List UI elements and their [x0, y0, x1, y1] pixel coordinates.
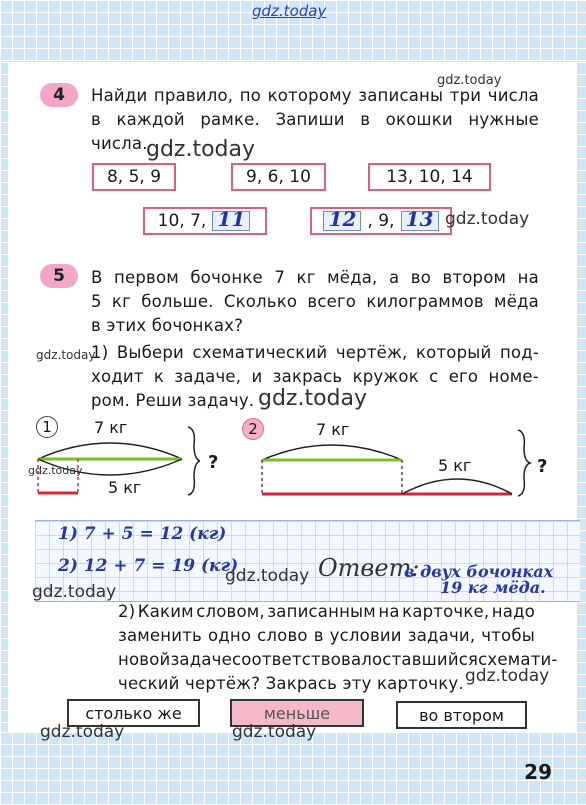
diagram1-radio[interactable]: 1 [36, 416, 58, 438]
task4-line-3: числа. [91, 134, 148, 153]
task5-text [91, 266, 539, 338]
part1-line-1: 1) Выбери схематический чертёж, который под- [91, 343, 539, 362]
diagram1-question: ? [208, 452, 219, 473]
part2-line-4: ческий чертёж? Закрась эту карточку. [118, 674, 464, 693]
page-number: 29 [524, 760, 552, 784]
number-box-5: 12 , 9, 13 [310, 207, 452, 235]
answer-slot[interactable]: 12 [323, 211, 361, 231]
card-vo-vtorom[interactable]: во втором [396, 701, 527, 729]
diagram1-top-label: 7 кг [94, 418, 128, 437]
watermark: gdz.today [465, 666, 550, 686]
diagram2-bottom-label: 5 кг [438, 456, 472, 475]
grid-frame-left [0, 62, 8, 732]
watermark: gdz.today [32, 582, 117, 602]
answer-line-1: в двух бочонках [404, 562, 554, 581]
task4-badge: 4 [40, 83, 78, 107]
watermark: gdz.today [40, 722, 125, 742]
task5-line-3: в этих бочонках? [91, 316, 244, 335]
answer-word: Ответ: [318, 554, 420, 582]
grid-frame-bottom [0, 732, 586, 805]
part2-line-1: 2) Каким словом, записанным на карточке, надо [118, 602, 535, 621]
watermark: gdz.today [146, 137, 256, 162]
task4-line-1: Найди правило, по которому записаны три числа [91, 86, 539, 105]
answer-line-2: 19 кг мёда. [440, 578, 546, 597]
watermark: gdz.today [258, 386, 368, 411]
diagram2-top-label: 7 кг [316, 420, 350, 439]
card-stolko-zhe[interactable]: столько же [67, 699, 200, 727]
number-box-3: 13, 10, 14 [368, 163, 491, 191]
answer-slot[interactable]: 13 [401, 211, 439, 231]
watermark: gdz.today [445, 209, 530, 229]
watermark: gdz.today [28, 464, 83, 477]
part1-line-3: ром. Реши задачу. [91, 391, 255, 410]
watermark-top: gdz.today [252, 2, 327, 20]
answer-slot[interactable]: 11 [212, 211, 250, 231]
number-box-1: 8, 5, 9 [92, 163, 176, 191]
watermark: gdz.today [232, 722, 317, 742]
diagram2-question: ? [537, 456, 548, 477]
task5-line-1: В первом бочонке 7 кг мёда, а во втором на [91, 268, 539, 287]
diagram1-bottom-label: 5 кг [108, 478, 142, 497]
diagram2-scheme [258, 428, 536, 504]
part2-line-2: заменить одно слово в условии задачи, чтобы [118, 626, 535, 645]
number-box-2: 9, 6, 10 [231, 163, 326, 191]
solution-line-1: 1) 7 + 5 = 12 (кг) [58, 524, 227, 544]
part1-line-2: ходит к задаче, и закрась кружок с его номе- [91, 367, 539, 386]
watermark: gdz.today [437, 73, 502, 88]
watermark: gdz.today [225, 566, 310, 586]
task4-line-2: в каждой рамке. Запиши в окошки нужные [91, 110, 539, 129]
card-menshe[interactable]: меньше [230, 699, 364, 727]
task5-line-2: 5 кг больше. Сколько всего килограммов мёда [91, 292, 539, 311]
part2-line-3: новой задаче соответствовал оставшийся схемати- [118, 650, 558, 669]
grid-frame-right [576, 62, 586, 732]
task5-badge: 5 [40, 264, 78, 288]
number-box-4: 10, 7, 11 [143, 207, 267, 235]
solution-line-2: 2) 12 + 7 = 19 (кг) [58, 556, 239, 576]
watermark: gdz.today [36, 348, 96, 362]
diagram2-radio[interactable]: 2 [242, 418, 264, 440]
